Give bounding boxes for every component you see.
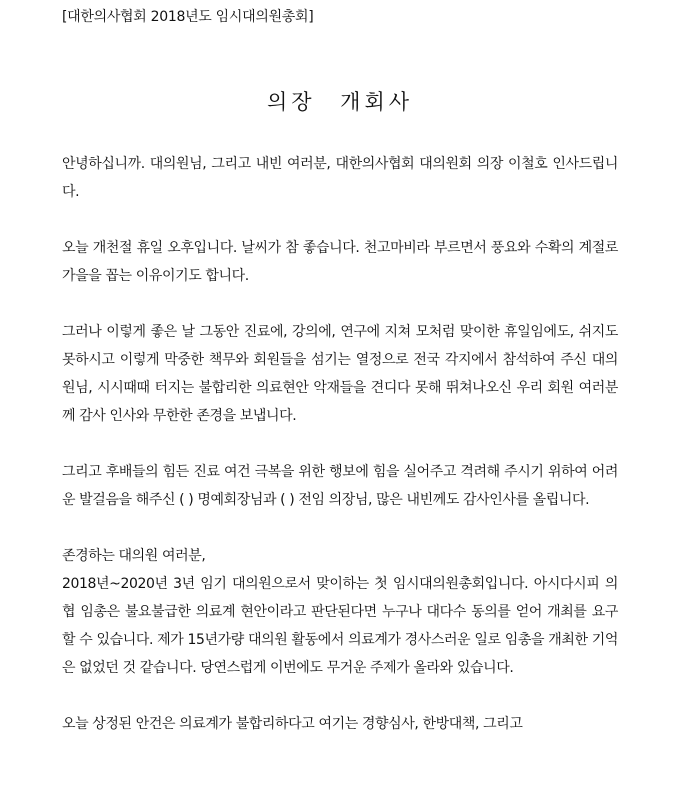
paragraph-address: 존경하는 대의원 여러분, [62,548,206,564]
paragraph-greeting: 안녕하십니까. 대의원님, 그리고 내빈 여러분, 대한의사협회 대의원회 의장 이철호 인사드립니다. [62,156,618,200]
document-body [62,150,618,766]
paragraph-guests: 그리고 후배들의 힘든 진료 여건 극복을 위한 행보에 힘을 실어주고 격려해 주시기 위하여 어려운 발걸음을 해주신 ( ) 명예회장님과 ( ) 전임 의장님, 많은 내빈께도 감사인사를 올립니다. [62,464,618,508]
paragraph-season: 오늘 개천절 휴일 오후입니다. 날씨가 참 좋습니다. 천고마비라 부르면서 풍요와 수확의 계절로 가을을 꼽는 이유이기도 합니다. [62,240,618,284]
document-header: [대한의사협회 2018년도 임시대의원총회] [62,9,314,25]
paragraph-assembly: 2018년~2020년 3년 임기 대의원으로서 맞이하는 첫 임시대의원총회입니다. 아시다시피 의협 임총은 불요불급한 의료계 현안이라고 판단된다면 누구나 대다수 동의를 얻어 개최를 요구할 수 있습니다. 제가 15년가량 대의원 활동에서 의료계가 경사스러운 일로 임총을 개최한 기억은 없었던 것 같습니다. 당연스럽게 이번에도 무거운 주제가 올라와 있습니다. [62,576,618,676]
paragraph-agenda: 오늘 상정된 안건은 의료계가 불합리하다고 여기는 경향심사, 한방대책, 그리고 [62,716,523,732]
page-title: 의장 개회사 [266,90,414,114]
paragraph-gratitude: 그러나 이렇게 좋은 날 그동안 진료에, 강의에, 연구에 지쳐 모처럼 맞이한 휴일임에도, 쉬지도 못하시고 이렇게 막중한 책무와 회원들을 섬기는 열정으로 전국 각지에서 참석하여 주신 대의원님, 시시때때 터지는 불합리한 의료현안 악재들을 견디다 못해 뛰쳐나오신 우리 회원 여러분께 감사 인사와 무한한 존경을 보냅니다. [62,324,618,424]
